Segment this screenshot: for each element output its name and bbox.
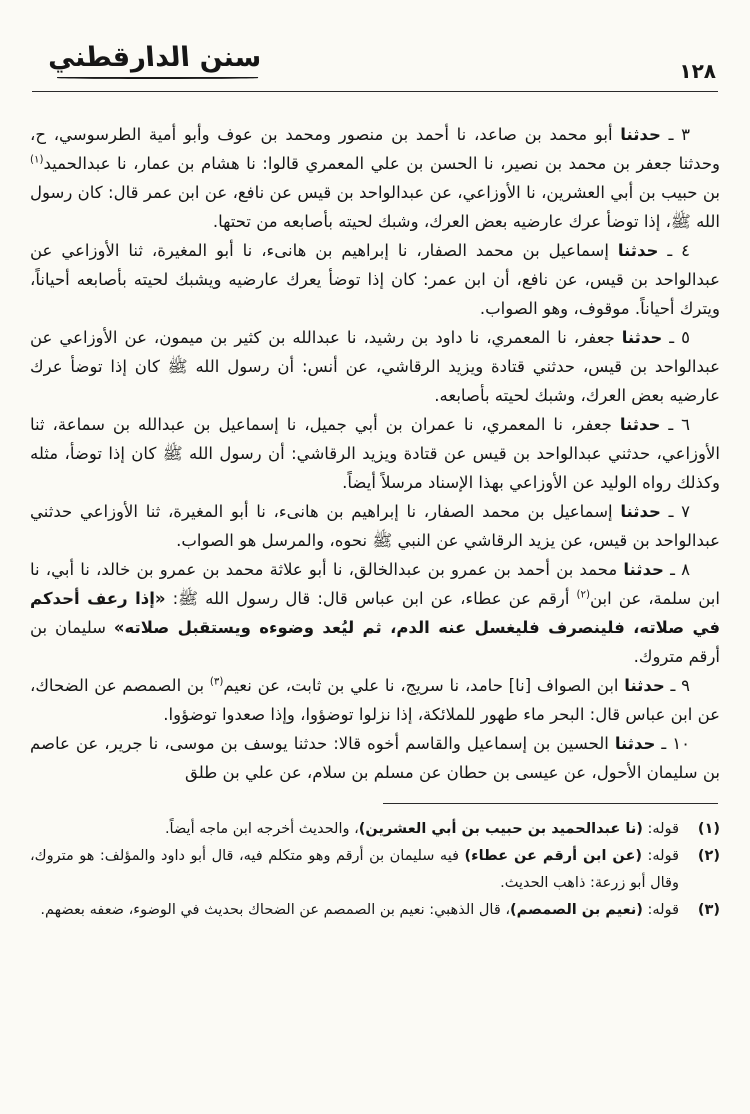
footnotes — [30, 816, 720, 924]
page-number: ١٢٨ — [679, 59, 716, 83]
footnote-1 — [30, 816, 720, 843]
footnote-2-marker: (٢) — [697, 848, 720, 864]
hadith-paragraph-5: ٥ ـ حدثنا جعفر، نا المعمري، نا داود بن رشيد، نا عبدالله بن كثير بن ميمون، عن الأوزاعي عن عبدالواحد بن قيس، حدثني قتادة ويزيد الرقاشي، عن أنس: أن رسول الله ﷺ كان إذا توضأ عرك عارضيه بعض العرك، وشبك لحيته بأصابعه. — [30, 328, 720, 405]
footnote-3 — [30, 897, 720, 924]
hadith-paragraph-6: ٦ ـ حدثنا جعفر، نا المعمري، نا عمران بن أبي جميل، نا إسماعيل بن عبدالله بن سماعة، ثنا الأوزاعي، حدثني عبدالواحد بن قيس عن قتادة ويزيد الرقاشي: أن رسول الله ﷺ كان إذا توضأ، مثله وكذلك رواه الوليد عن الأوزاعي بهذا الإسناد مرسلاً أيضاً. — [30, 415, 720, 492]
hadith-paragraph-3: ٣ ـ حدثنا أبو محمد بن صاعد، نا أحمد بن منصور ومحمد بن عوف وأبو أمية الطرسوسي، ح، وحدثنا جعفر بن محمد بن نصير، نا الحسن بن علي المعمري قالوا: نا هشام بن عمار، نا عبدالحميد$^{(١)}$ بن حبيب بن أبي العشرين، نا الأوزاعي، عن عبدالواحد بن قيس عن نافع، عن ابن عمر قال: كان رسول الله ﷺ، إذا توضأ عرك عارضيه بعض العرك، وشبك لحيته بأصابعه من تحتها. — [30, 125, 720, 231]
footnote-3-marker: (٣) — [697, 902, 720, 918]
footnote-2-text: قوله: (عن ابن أرقم عن عطاء) فيه سليمان بن أرقم وهو متكلم فيه، قال أبو داود والمؤلف: هو متروك، وقال أبو زرعة: ذاهب الحديث. — [30, 848, 680, 891]
footnote-2 — [30, 843, 720, 897]
footnote-3-text: قوله: (نعيم بن الصمصم)، قال الذهبي: نعيم بن الصمصم عن الضحاك بحديث في الوضوء، ضعفه بعضهم. — [40, 902, 679, 918]
page-header — [30, 42, 720, 91]
hadith-paragraph-8: ٨ ـ حدثنا محمد بن أحمد بن عمرو بن عبدالخالق، نا أبو علاثة محمد بن عمرو بن خالد، نا أبي، نا ابن سلمة، عن ابن$^{(٢)}$ أرقم عن عطاء، عن ابن عباس قال: قال رسول الله ﷺ: «إذا رعف أحدكم في صلاته، فلينصرف فليغسل عنه الدم، ثم ليُعد وضوءه ويستقبل صلاته» سليمان بن أرقم متروك. — [30, 560, 720, 666]
footnote-1-text: قوله: (نا عبدالحميد بن حبيب بن أبي العشرين)، والحديث أخرجه ابن ماجه أيضاً. — [164, 821, 679, 837]
hadith-paragraph-10: ١٠ ـ حدثنا الحسين بن إسماعيل والقاسم أخوه قالا: حدثنا يوسف بن موسى، نا جرير، عن عاصم بن سليمان الأحول، عن عيسى بن حطان عن مسلم بن سلام، عن علي بن طلق — [30, 734, 720, 782]
hadith-paragraph-7: ٧ ـ حدثنا إسماعيل بن محمد الصفار، نا إبراهيم بن هانىء، نا أبو المغيرة، ثنا الأوزاعي حدثني عبدالواحد بن قيس، عن يزيد الرقاشي عن النبي ﷺ نحوه، والمرسل هو الصواب. — [30, 502, 720, 550]
hadith-paragraph-9: ٩ ـ حدثنا ابن الصواف [نا] حامد، نا سريج، نا علي بن ثابت، عن نعيم$^{(٣)}$ بن الصمصم عن الضحاك، عن ابن عباس قال: البحر ماء طهور للملائكة، إذا نزلوا توضؤوا، وإذا صعدوا توضؤوا. — [30, 676, 720, 724]
footnote-separator — [383, 803, 718, 804]
main-text — [30, 120, 720, 787]
header-rule — [32, 91, 718, 92]
book-title-calligraphy: سنن الدارقطني — [33, 42, 269, 83]
footnote-1-marker: (١) — [697, 821, 720, 837]
hadith-paragraph-4: ٤ ـ حدثنا إسماعيل بن محمد الصفار، نا إبراهيم بن هانىء، نا أبو المغيرة، ثنا الأوزاعي عن عبدالواحد بن قيس، عن نافع، أن ابن عمر: كان إذا توضأ يعرك عارضيه ويشبك لحيته بأصابعه أحياناً، ويترك أحياناً. موقوف، وهو الصواب. — [30, 241, 720, 318]
